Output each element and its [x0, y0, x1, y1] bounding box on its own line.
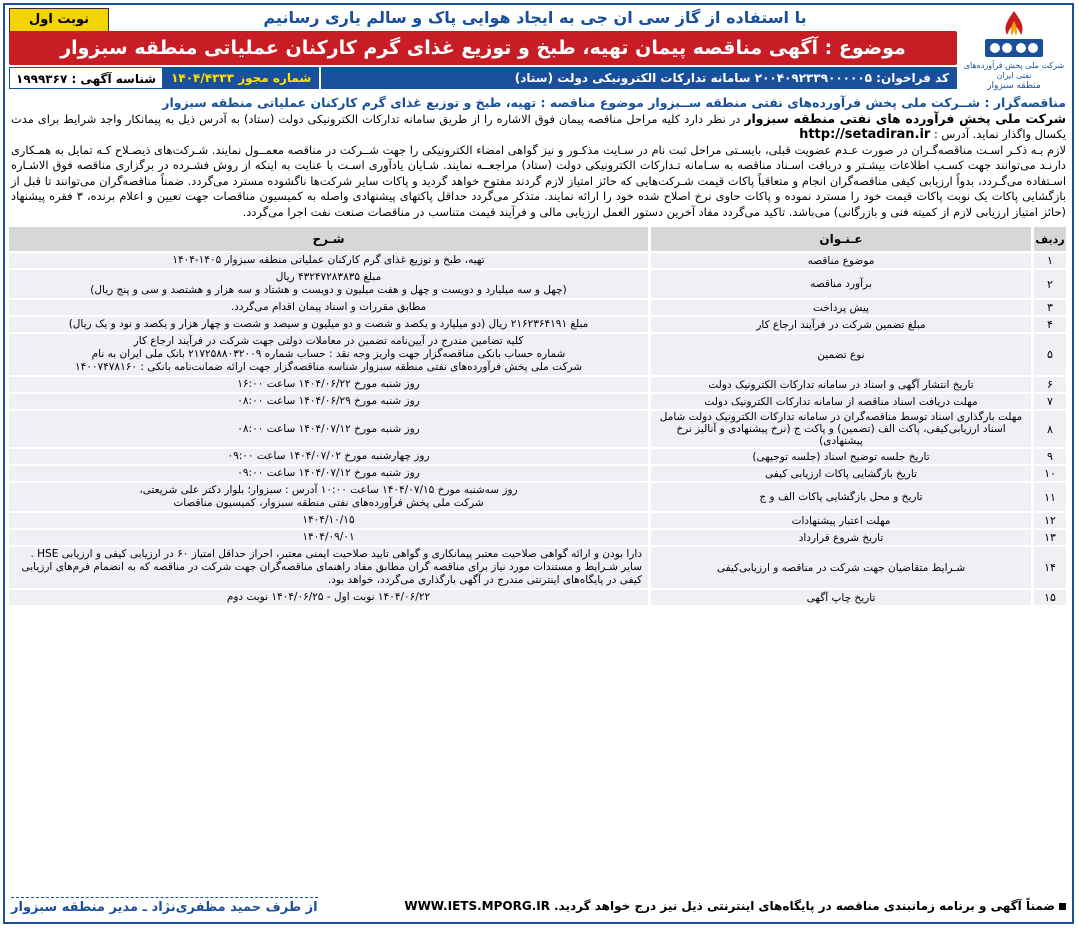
row-title: نوع تضمین — [651, 334, 1034, 375]
row-title: مهلت بارگذاری اسناد توسط مناقصه‌گران در سامانه تدارکات الکترونیک دولت شامل اسناد ارزیابی‌کیفی، پاکت الف (تضمین) و پاکت ج (نرخ پیشنهادی و آنالیز نرخ پیشنهادی) — [651, 411, 1034, 447]
row-number: ۷ — [1034, 394, 1066, 409]
row-description: روز شنبه مورخ ۱۴۰۴/۰۷/۱۲ ساعت ۰۹:۰۰ — [9, 466, 651, 481]
table-header-row — [9, 227, 1066, 251]
table-body — [9, 253, 1066, 605]
footer-note-text: ضمناً آگهی و برنامه زمانبندی مناقصه در پایگاه‌های اینترنتی ذیل نیز درج خواهد گردید. — [553, 899, 1055, 913]
row-title: شـرایط متقاضیان جهت شرکت در مناقصه و ارزیابی‌کیفی — [651, 547, 1034, 588]
tender-advertisement — [3, 3, 1074, 924]
header — [5, 5, 1072, 93]
intro-paragraph-1 — [11, 111, 1066, 143]
row-description: روز شنبه مورخ ۱۴۰۴/۰۷/۱۲ ساعت ۰۸:۰۰ — [9, 411, 651, 447]
row-number: ۱۰ — [1034, 466, 1066, 481]
table-row — [9, 270, 1066, 298]
row-number: ۹ — [1034, 449, 1066, 464]
bullet-square-icon — [1059, 903, 1066, 910]
slogan: با استفاده از گاز سی ان جی به ایجاد هوایی پاک و سالم یاری رسانیم — [263, 8, 807, 27]
row-number: ۶ — [1034, 377, 1066, 392]
row-number: ۱۴ — [1034, 547, 1066, 588]
table-row — [9, 530, 1066, 545]
row-number: ۱۳ — [1034, 530, 1066, 545]
row-number: ۱۵ — [1034, 590, 1066, 605]
table-row — [9, 449, 1066, 464]
row-number: ۵ — [1034, 334, 1066, 375]
row-number: ۳ — [1034, 300, 1066, 315]
details-table — [9, 225, 1066, 607]
row-title: تاریخ بازگشایی پاکات ارزیابی کیفی — [651, 466, 1034, 481]
row-description: دارا بودن و ارائه گواهی صلاحیت معتبر پیمانکاری و گواهی تایید صلاحیت ایمنی معتبر، احراز حداقل امتیاز ۶۰ در ارزیابی کیفی و ارزیابی HSE . سایر شـرایط و مستندات مورد نیاز برای مناقصه گران مطابق مفاد راهنمای مناقصه‌گران جهت شرکت در مناقصه که به انضمام فرم‌های ارزیابی کیفی در پایگاه‌های اینترنتی مندرج در آگهی بارگذاری می‌گردد، خواهد بود. — [9, 547, 651, 588]
row-title: مهلت دریافت اسناد مناقصه از سامانه تدارکات الکترونیک دولت — [651, 394, 1034, 409]
row-description: روز شنبه مورخ ۱۴۰۴/۰۶/۲۹ ساعت ۰۸:۰۰ — [9, 394, 651, 409]
table-row — [9, 253, 1066, 268]
footer-note — [404, 899, 1066, 913]
intro-paragraph-2: لازم بـه ذکـر اسـت مناقصه‌گـران در صورت عـدم عضویت قبلی، بایسـتی مراحل ثبت نام در سـایت مذکـور و نیز گواهی امضاء الکترونیکی را جهت شــرکت در مناقصه معمــول نمایند. شـرکت‌های ذیصـلاح کـه تمایل به همـکاری دارنـد می‌توانند جهت کسـب اطلاعات بیشـتر و دریافت اسـناد مناقصه به سـامانه تـدارکات الکترونیکی دولت (ستاد) مراجعــه نمایند. شـایان یادآوری اسـت با عنایت به اینکه از روش فشـرده در برگزاری مناقصه فوق الاشـاره اسـتفاده می‌گـردد، بدواً ارزیابی کیفی مناقصه‌گران انجام و متعاقباً پاکات قیمت شـرکت‌هایی که حائز امتیاز لازم گردند مفتوح خواهد گردید و پاکات سایر شرکت‌ها ناگشوده مسترد می‌گردد. ضمناً مناقصه‌گران می‌توانند تا قبل از بازگشایی پاکات یک نوبت پاکات قیمت خود را مسترد نموده و پاکات حاوی نرخ اصلاح شده خود را ارائه نمایند. متذکر می‌گردد حداقل پاکتهای پیشنهادی واصله به کمیسیون مناقصات جهت تعیین و اعلام برنده، ۳ فقره پیشنهاد (حائز امتیاز ارزیابی لازم از کمیته فنی و بازرگانی) می‌باشد. تاکید می‌گردد مفاد آخرین دستور العمل ارزیابی مالی و فرآیند قیمت متناسب در مناقصات صنعت نفت اجرا می‌گردد. — [11, 142, 1067, 219]
row-title: موضوع مناقصه — [651, 253, 1034, 268]
row-description: مبلغ ۲۱۶۲۳۶۴۱۹۱ ریال (دو میلیارد و یکصد و شصت و دو میلیون و سیصد و شصت و چهار هزار و یکصد و نود و یک ریال) — [9, 317, 651, 332]
row-description: مبلغ ۴۳۲۴۷۲۸۳۸۳۵ ریال (چهل و سه میلیارد و دویست و چهل و هفت میلیون و دویست و هشتاد و سه هزار و هشتصد و سی و پنج ریال) — [9, 270, 651, 298]
row-number: ۲ — [1034, 270, 1066, 298]
row-title: تاریخ و محل بازگشایی پاکات الف و ج — [651, 483, 1034, 511]
footer — [11, 894, 1066, 918]
row-description: ۱۴۰۴/۰۹/۰۱ — [9, 530, 651, 545]
table-row — [9, 411, 1066, 447]
intro-p1: در نظر دارد کلیه مراحل مناقصه پیمان فوق الاشاره را از طریق سامانه تدارکات الکترونیکی دولت (ستاد) به آدرس ذیل به پیمانکار واجد شرایط برای مدت یکسال واگذار نماید. آدرس : — [11, 111, 1066, 141]
table-row — [9, 334, 1066, 375]
ad-serial: شناسه آگهی : ۱۹۹۹۳۶۷ — [9, 67, 163, 89]
company-logo — [962, 9, 1066, 89]
round-badge: نوبت اول — [9, 8, 109, 32]
row-description: ۱۴۰۴/۰۶/۲۲ نوبت اول - ۱۴۰۴/۰۶/۲۵ نوبت دوم — [9, 590, 651, 605]
logo-region: منطقه سبزوار — [987, 81, 1041, 91]
row-title: تاریخ جلسه توضیح اسناد (جلسه توجیهی) — [651, 449, 1034, 464]
row-title: تاریخ شروع قرارداد — [651, 530, 1034, 545]
row-number: ۱۱ — [1034, 483, 1066, 511]
row-number: ۴ — [1034, 317, 1066, 332]
row-title: تاریخ چاپ آگهی — [651, 590, 1034, 605]
header-no: ردیف — [1034, 227, 1066, 251]
row-description: مطابق مقررات و اسناد پیمان اقدام می‌گردد. — [9, 300, 651, 315]
code-bar — [9, 67, 957, 89]
row-title: تاریخ انتشار آگهی و اسناد در سامانه تدارکات الکترونیک دولت — [651, 377, 1034, 392]
logo-caption: شرکت ملی پخش فرآورده‌های نفتی ایران — [963, 61, 1065, 80]
table-row — [9, 483, 1066, 511]
header-title: عـنـوان — [651, 227, 1034, 251]
row-title: مهلت اعتبار پیشنهادات — [651, 513, 1034, 528]
row-title: مبلغ تضمین شرکت در فرآیند ارجاع کار — [651, 317, 1034, 332]
table-row — [9, 513, 1066, 528]
row-description: ۱۴۰۴/۱۰/۱۵ — [9, 513, 651, 528]
permit-number: شماره مجوز ۱۴۰۴/۴۳۳۳ — [163, 67, 321, 89]
table-row — [9, 590, 1066, 605]
row-number: ۱ — [1034, 253, 1066, 268]
table-row — [9, 394, 1066, 409]
row-title: برآورد مناقصه — [651, 270, 1034, 298]
ad-title-text: موضوع : آگهی مناقصه پیمان تهیه، طبخ و توزیع غذای گرم کارکنان عملیاتی منطقه سبزوار — [60, 37, 906, 59]
tenderer-line: مناقصه‌گزار : شــرکت ملی پخش فرآورده‌های نفتی منطقه ســبزوار موضوع مناقصه : تهیه، طبخ و توزیع غذای گرم کارکنان عملیاتی منطقه سبزوار — [162, 95, 1066, 110]
intro-text — [5, 93, 1072, 220]
setad-link[interactable]: http://setadiran.ir — [799, 127, 931, 142]
ad-title — [9, 31, 957, 65]
table-row — [9, 547, 1066, 588]
row-description: تهیه، طبخ و توزیع غذای گرم کارکنان عملیاتی منطقه سبزوار ۱۴۰۵-۱۴۰۴ — [9, 253, 651, 268]
table-row — [9, 466, 1066, 481]
row-number: ۱۲ — [1034, 513, 1066, 528]
table-row — [9, 317, 1066, 332]
call-code: کد فراخوان: ۲۰۰۴۰۹۲۳۳۹۰۰۰۰۰۵ سامانه تدارکات الکترونیکی دولت (ستاد) — [321, 67, 957, 89]
row-description: کلیه تضامین مندرج در آیین‌نامه تضمین در معاملات دولتی جهت شرکت در فرآیند ارجاع کار شماره حساب بانکی مناقصه‌گزار جهت واریز وجه نقد : حساب شماره ۲۱۷۲۵۸۸۰۳۲۰۰۹ بانک ملی ایران به نام شرکت ملی پخش فرآورده‌های نفتی منطقه سبزوار شناسه مناقصه‌گزار جهت ارائه ضمانت‌نامه بانکی : ۱۴۰۰۷۴۷۸۱۶۰ — [9, 334, 651, 375]
company-name: شرکت ملی پخش فرآورده های نفتی منطقه سبزوار — [744, 110, 1066, 126]
row-number: ۸ — [1034, 411, 1066, 447]
row-description: روز شنبه مورخ ۱۴۰۴/۰۶/۲۲ ساعت ۱۶:۰۰ — [9, 377, 651, 392]
iets-link[interactable]: WWW.IETS.MPORG.IR — [404, 899, 550, 913]
signature: از طرف حمید مظفری‌نژاد ـ مدیر منطقه سبزوار — [11, 897, 318, 915]
row-title: پیش پرداخت — [651, 300, 1034, 315]
row-description: روز سه‌شنبه مورخ ۱۴۰۴/۰۷/۱۵ ساعت ۱۰:۰۰ آدرس : سبزوار؛ بلوار دکتر علی شریعتی، شرکت ملی پخش فرآورده‌های نفتی منطقه سبزوار، کمیسیون مناقصات — [9, 483, 651, 511]
flame-logo-icon — [979, 9, 1049, 61]
header-desc: شـرح — [9, 227, 651, 251]
row-description: روز چهارشنبه مورخ ۱۴۰۴/۰۷/۰۲ ساعت ۰۹:۰۰ — [9, 449, 651, 464]
table-row — [9, 377, 1066, 392]
table-row — [9, 300, 1066, 315]
